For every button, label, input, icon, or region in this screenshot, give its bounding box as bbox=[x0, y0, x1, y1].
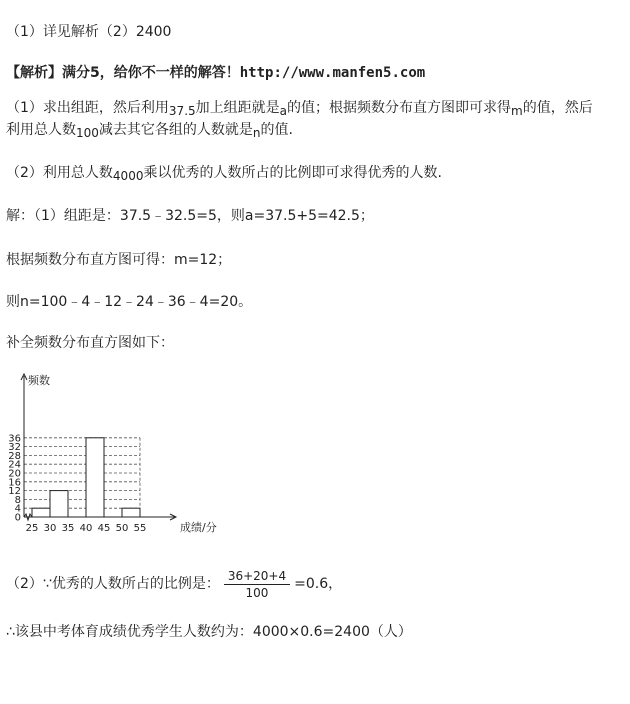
explanation-2 bbox=[6, 163, 442, 186]
x-axis-title: 成绩/分 bbox=[180, 521, 217, 534]
value-100: 100 bbox=[76, 126, 99, 140]
y-tick-label: 36 bbox=[8, 433, 21, 445]
x-tick-label: 55 bbox=[133, 523, 147, 534]
value-37-5: 37.5 bbox=[168, 104, 196, 118]
x-tick-label: 25 bbox=[25, 523, 39, 534]
value-4000: 4000 bbox=[112, 169, 144, 183]
text-fragment: 利用总人数 bbox=[6, 122, 76, 138]
x-tick-label: 35 bbox=[61, 523, 75, 534]
y-tick-label: 12 bbox=[8, 486, 21, 498]
explanation-1-line-1 bbox=[6, 98, 593, 121]
text-fragment: （1）求出组距，然后利用 bbox=[6, 100, 169, 116]
y-tick-label: 28 bbox=[8, 450, 21, 462]
solution-step-2: 根据频数分布直方图可得：m=12； bbox=[6, 252, 232, 268]
x-tick-label: 40 bbox=[79, 523, 93, 534]
y-tick-label: 16 bbox=[8, 477, 21, 489]
histogram-bar bbox=[86, 438, 104, 517]
fraction-denominator: 100 bbox=[245, 585, 269, 600]
frequency-histogram bbox=[4, 370, 264, 540]
variable-m: m bbox=[511, 104, 523, 118]
y-tick-label: 32 bbox=[8, 442, 21, 454]
solution-step-3: 则n=100﹣4﹣12﹣24﹣36﹣4=20。 bbox=[6, 294, 253, 310]
source-slogan: 满分5，给你不一样的解答！ bbox=[62, 65, 240, 81]
y-tick-label: 0 bbox=[14, 512, 21, 524]
solution-step-5 bbox=[6, 566, 342, 602]
x-tick-label: 45 bbox=[97, 523, 111, 534]
source-header bbox=[6, 63, 425, 83]
y-tick-label: 8 bbox=[14, 494, 21, 506]
y-tick-label: 24 bbox=[8, 459, 21, 471]
histogram-bar bbox=[32, 508, 50, 517]
solution-step-4: 补全频数分布直方图如下： bbox=[6, 335, 174, 351]
analysis-tag: 【解析】 bbox=[6, 65, 62, 81]
variable-a: a bbox=[279, 104, 287, 118]
fraction-numerator: 36+20+4 bbox=[224, 568, 290, 585]
y-axis-title: 频数 bbox=[28, 374, 50, 387]
text-fragment: 加上组距就是 bbox=[195, 100, 280, 116]
y-tick-label: 4 bbox=[14, 503, 21, 515]
histogram-bar bbox=[50, 491, 68, 517]
text-fragment: （2）利用总人数 bbox=[6, 165, 113, 181]
answer-line: （1）详见解析（2）2400 bbox=[6, 24, 172, 40]
text-fragment: 的值；根据频数分布直方图即可求得 bbox=[287, 100, 511, 116]
solution-step-1: 解：（1）组距是：37.5﹣32.5=5，则a=37.5+5=42.5； bbox=[6, 208, 374, 224]
ratio-fraction bbox=[224, 568, 290, 601]
text-fragment: 的值. bbox=[260, 122, 293, 138]
text-fragment: 减去其它各组的人数就是 bbox=[98, 122, 253, 138]
text-fragment: =0.6， bbox=[294, 576, 343, 592]
histogram-bar bbox=[122, 508, 140, 517]
variable-n: n bbox=[252, 126, 261, 140]
x-tick-label: 30 bbox=[43, 523, 57, 534]
text-fragment: 乘以优秀的人数所占的比例即可求得优秀的人数. bbox=[143, 165, 442, 181]
x-tick-label: 50 bbox=[115, 523, 129, 534]
solution-step-6: ∴该县中考体育成绩优秀学生人数约为：4000×0.6=2400（人） bbox=[6, 624, 412, 640]
y-tick-label: 20 bbox=[8, 468, 21, 480]
text-fragment: 的值，然后 bbox=[522, 100, 593, 116]
explanation-1-line-2 bbox=[6, 120, 293, 143]
text-fragment: （2）∵优秀的人数所占的比例是： bbox=[6, 576, 220, 592]
source-url[interactable]: http://www.manfen5.com bbox=[239, 65, 426, 81]
